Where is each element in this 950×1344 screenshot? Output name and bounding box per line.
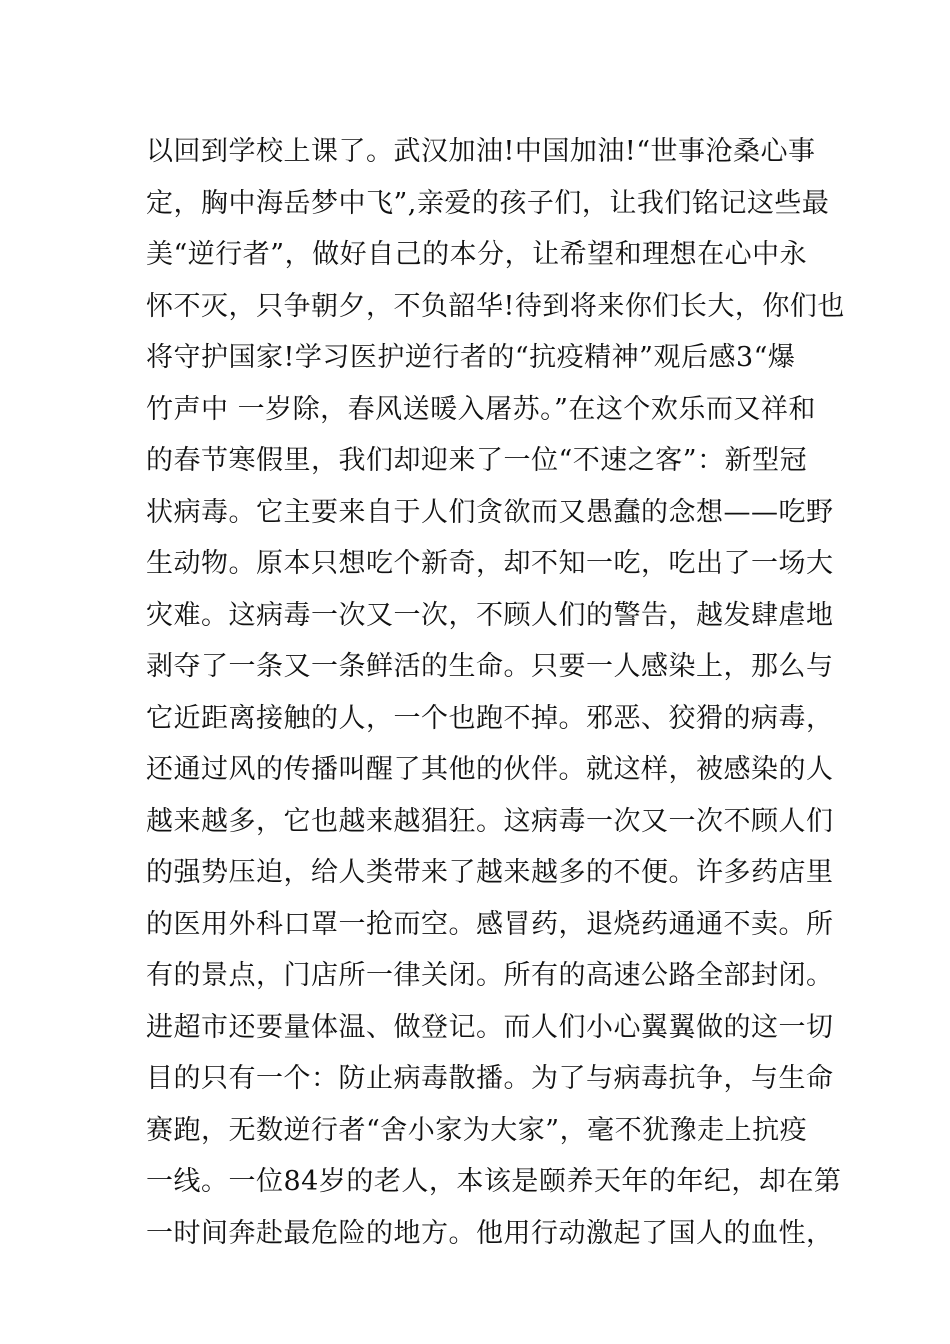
text-line: 的强势压迫，给人类带来了越来越多的不便。许多药店里 [146,857,834,888]
text-line: 定，胸中海岳梦中飞”,亲爱的孩子们，让我们铭记这些最 [146,187,830,219]
text-line: 一时间奔赴最危险的地方。他用行动激起了国人的血性， [146,1217,834,1249]
text-line: 竹声中 一岁除，春风送暖入屠苏。”在这个欢乐而又祥和 [146,393,816,425]
text-line: 赛跑，无数逆行者“舍小家为大家”，毫不犹豫走上抗疫 [146,1114,808,1146]
text-line: 生动物。原本只想吃个新奇，却不知一吃，吃出了一场大 [146,548,834,579]
text-line: 状病毒。它主要来自于人们贪欲而又愚蠢的念想——吃野 [146,496,834,528]
text-line: 美“逆行者”，做好自己的本分，让希望和理想在心中永 [146,239,808,270]
text-line: 它近距离接触的人，一个也跑不掉。邪恶、狡猾的病毒， [146,702,834,734]
text-line: 剥夺了一条又一条鲜活的生命。只要一人感染上，那么与 [146,651,834,682]
text-line: 目的只有一个：防止病毒散播。为了与病毒抗争，与生命 [146,1063,834,1094]
text-line: 还通过风的传播叫醒了其他的伙伴。就这样，被感染的人 [146,754,834,785]
text-line: 有的景点，门店所一律关闭。所有的高速公路全部封闭。 [146,960,834,991]
text-line: 进超市还要量体温、做登记。而人们小心翼翼做的这一切 [146,1011,834,1043]
text-line: 以回到学校上课了。武汉加油!中国加油!“世事沧桑心事 [146,136,816,167]
body-text [146,126,845,1259]
text-line: 灾难。这病毒一次又一次，不顾人们的警告，越发肆虐地 [146,599,834,631]
text-line: 一线。一位84岁的老人，本该是颐养天年的年纪，却在第 [146,1166,842,1197]
text-line: 的春节寒假里，我们却迎来了一位“不速之客”：新型冠 [146,445,808,476]
text-line: 的医用外科口罩一抢而空。感冒药，退烧药通通不卖。所 [146,908,834,940]
text-line: 越来越多，它也越来越猖狂。这病毒一次又一次不顾人们 [146,805,834,837]
text-line: 怀不灭，只争朝夕，不负韶华!待到将来你们长大，你们也 [146,290,845,322]
text-line: 将守护国家!学习医护逆行者的“抗疫精神”观后感3“爆 [146,342,796,373]
